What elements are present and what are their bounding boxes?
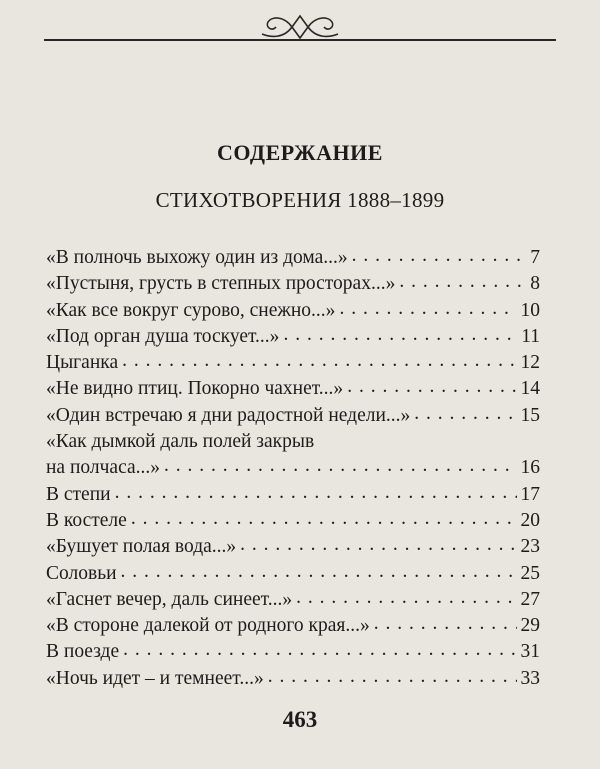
toc-entry (46, 482, 540, 508)
toc-entry-title: В поезде (46, 641, 120, 663)
dot-leader (268, 664, 517, 690)
section-title: СТИХОТВОРЕНИЯ 1888–1899 (155, 188, 445, 212)
toc-entry-page: 16 (520, 457, 540, 479)
toc-entry-page: 8 (530, 273, 540, 295)
toc-entry (46, 666, 540, 692)
header-ornament (44, 4, 556, 52)
page-number: 463 (282, 707, 318, 732)
toc-entry-title: Цыганка (46, 352, 119, 374)
toc-entry-title: В костеле (46, 509, 127, 531)
toc-entry-page: 10 (520, 299, 540, 321)
toc-entry (46, 245, 540, 271)
toc-entry-page: 31 (520, 641, 540, 663)
toc-entry-page: 27 (520, 588, 540, 610)
dot-leader (352, 243, 527, 269)
toc-entry-page: 23 (520, 536, 540, 558)
toc-entry (46, 534, 540, 560)
dot-leader (296, 585, 516, 611)
toc-entry-title: В степи (46, 483, 111, 505)
toc-entry-page: 15 (520, 404, 540, 426)
toc-entry-page: 25 (520, 562, 540, 584)
toc-entry-page: 11 (521, 325, 540, 347)
toc-entry (46, 587, 540, 613)
toc-entry (46, 271, 540, 297)
dot-leader (164, 453, 516, 479)
dot-leader (414, 401, 516, 427)
toc-entry (46, 429, 540, 455)
dot-leader (240, 532, 516, 558)
toc-entry-title: на полчаса...» (46, 457, 161, 479)
toc-entry (46, 508, 540, 534)
toc-entry (46, 403, 540, 429)
toc-entry (46, 324, 540, 350)
toc-entry-page: 12 (520, 352, 540, 374)
toc-entry-title: «Пустыня, грусть в степных просторах...» (46, 273, 396, 295)
dot-leader (131, 506, 517, 532)
dot-leader (115, 480, 517, 506)
toc-entry-title: «Как все вокруг сурово, снежно...» (46, 299, 336, 321)
toc-entry (46, 376, 540, 402)
toc-entry-page: 7 (530, 247, 540, 268)
toc-entry (46, 613, 540, 639)
dot-leader (399, 269, 526, 295)
dot-leader (374, 611, 517, 637)
toc-entry-title: «В стороне далекой от родного края...» (46, 615, 370, 637)
dot-leader (347, 374, 516, 400)
toc-entry-title: «В полночь выхожу один из дома...» (46, 247, 348, 268)
toc-entry-page: 20 (520, 509, 540, 531)
contents-heading: СОДЕРЖАНИЕ (217, 140, 383, 165)
toc-entry (46, 455, 540, 481)
toc-entry-page: 14 (520, 378, 540, 400)
table-of-contents (46, 245, 540, 692)
toc-entry-page: 33 (520, 667, 540, 689)
dot-leader (123, 637, 516, 663)
toc-entry-title: «Ночь идет – и темнеет...» (46, 667, 264, 689)
dot-leader (283, 322, 517, 348)
toc-entry-title: «Как дымкой даль полей закрыв (46, 431, 315, 453)
toc-entry-title: «Гаснет вечер, даль синеет...» (46, 588, 293, 610)
toc-entry-page: 17 (520, 483, 540, 505)
dot-leader (121, 559, 517, 585)
flourish-icon (250, 10, 350, 44)
toc-entry (46, 561, 540, 587)
toc-entry-page: 29 (520, 615, 540, 637)
toc-entry-title: «Бушует полая вода...» (46, 536, 237, 558)
toc-entry (46, 298, 540, 324)
toc-entry-title: «Один встречаю я дни радостной недели...» (46, 404, 411, 426)
dot-leader (122, 348, 516, 374)
toc-entry (46, 639, 540, 665)
toc-entry (46, 350, 540, 376)
dot-leader (339, 296, 516, 322)
toc-entry-title: «Под орган душа тоскует...» (46, 325, 280, 347)
toc-entry-title: «Не видно птиц. Покорно чахнет...» (46, 378, 344, 400)
toc-entry-title: Соловьи (46, 562, 117, 584)
